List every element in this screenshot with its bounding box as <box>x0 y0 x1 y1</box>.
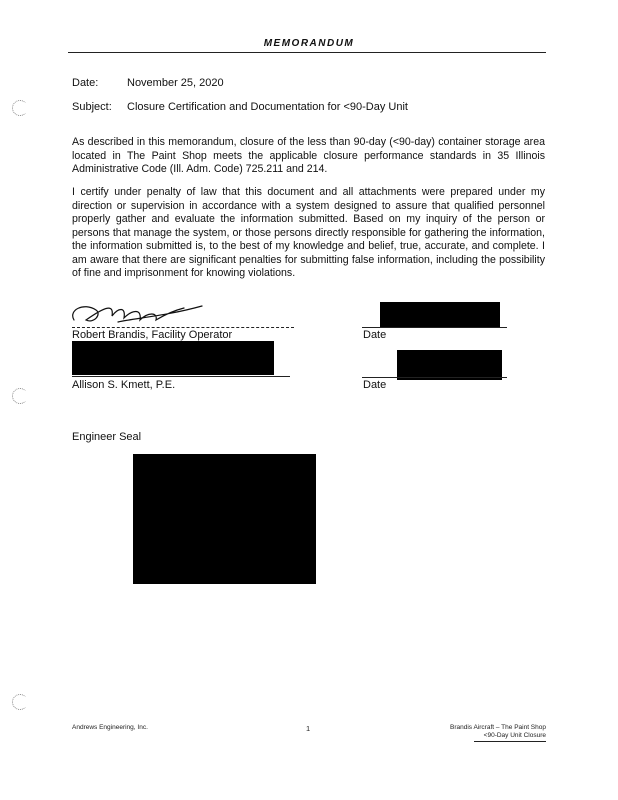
engineer-seal-label: Engineer Seal <box>72 431 142 443</box>
operator-signature-line <box>72 327 294 328</box>
redacted-operator-date <box>380 302 500 328</box>
certification-paragraph: I certify under penalty of law that this document and all attachments were prepared under my direction or supervision in accordance with a system designed to assure that qualified personnel properly gather and evaluate the information submitted. Based on my inquiry of the person or persons that manage the system, or those persons directly responsible for gathering the information, the information submitted is, to the best of my knowledge and belief, true, accurate, and complete. I am aware that there are significant penalties for submitting false information, including the possibility of fine and imprisonment for knowing violations. <box>72 186 545 279</box>
engineer-date-line <box>362 377 507 378</box>
date-value: November 25, 2020 <box>127 77 224 89</box>
memo-title: MEMORANDUM <box>263 38 355 49</box>
redacted-engineer-date <box>397 350 502 380</box>
redacted-engineer-seal <box>133 454 316 584</box>
footer-rule <box>474 741 546 742</box>
operator-date-label: Date <box>363 329 387 341</box>
footer-project-line1: Brandis Aircraft – The Paint Shop <box>450 724 546 731</box>
engineer-date-label: Date <box>363 379 387 391</box>
operator-name: Robert Brandis, Facility Operator <box>72 329 233 341</box>
footer-project-line2: <90-Day Unit Closure <box>483 732 546 739</box>
binder-hole-mark <box>12 100 28 116</box>
subject-label: Subject: <box>72 101 112 113</box>
date-label: Date: <box>72 77 99 89</box>
operator-date-line <box>362 327 507 328</box>
binder-hole-mark <box>12 388 28 404</box>
footer-company: Andrews Engineering, Inc. <box>72 724 148 731</box>
engineer-signature-line <box>72 376 290 377</box>
header-divider <box>68 52 546 53</box>
footer-page-number: 1 <box>306 724 311 733</box>
binder-hole-mark <box>12 694 28 710</box>
closure-paragraph: As described in this memorandum, closure of the less than 90-day (<90-day) container storage area located in The Paint Shop meets the applicable closure performance standards in 35 Illinois Administrative Code (Ill. Adm. Code) 725.211 and 214. <box>72 136 545 175</box>
subject-value: Closure Certification and Documentation for <90-Day Unit <box>127 101 408 113</box>
engineer-name: Allison S. Kmett, P.E. <box>72 379 176 391</box>
redacted-engineer-signature <box>72 341 274 375</box>
